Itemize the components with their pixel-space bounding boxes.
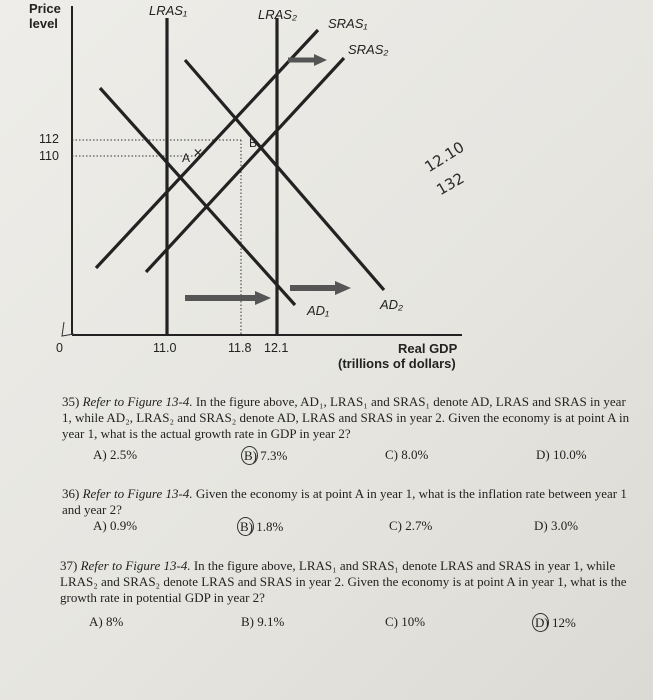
origin-label: 0 (56, 341, 63, 355)
y-tick-112: 112 (39, 132, 59, 146)
q36-choice-a[interactable]: A) 0.9% (93, 518, 138, 533)
question-37-text: In the figure above, LRAS₁ and SRAS₁ denote LRAS and SRAS in year 1, while LRAS₂ and SRAS₂ denote LRAS and SRAS in year 2. Given the economy is at point A in year 1, what is the growth rate in potential GDP in year 2? (60, 558, 627, 605)
q35-choice-c[interactable]: C) 8.0% (385, 447, 429, 462)
ad2-label: AD₂ (380, 297, 404, 312)
q36-choice-b[interactable]: B) 1.8% (240, 519, 284, 534)
question-35-number: 35) (62, 394, 80, 409)
handwritten-calc-1: 12.10 (421, 137, 468, 177)
handwritten-calc-2: 132 (433, 169, 468, 199)
question-35-choices (93, 447, 633, 463)
question-35-stem (62, 394, 632, 442)
sras1-label: SRAS₁ (328, 16, 368, 31)
question-36-number: 36) (62, 486, 80, 501)
q37-choice-d[interactable]: D) 12% (535, 615, 576, 630)
ad2-line (185, 60, 384, 290)
question-37-stem (60, 558, 635, 606)
y-axis-label-line1: Price (29, 1, 61, 16)
y-axis-label (29, 1, 61, 31)
ad1-line (100, 88, 295, 305)
q35-choice-d[interactable]: D) 10.0% (536, 447, 587, 462)
lras1-label: LRAS₁ (149, 3, 188, 18)
question-37-choices (89, 614, 634, 630)
question-37-number: 37) (60, 558, 78, 573)
x-axis-label-line1: Real GDP (398, 341, 458, 356)
ad1-label: AD₁ (307, 303, 330, 318)
question-36 (62, 486, 637, 518)
question-36-stem (62, 486, 637, 518)
q37-choice-b[interactable]: B) 9.1% (241, 614, 285, 629)
x-axis-label-line2: (trillions of dollars) (338, 356, 456, 371)
point-b-label: B (249, 136, 258, 150)
x-tick-12-1: 12.1 (264, 341, 289, 355)
q35-choice-a[interactable]: A) 2.5% (93, 447, 138, 462)
question-35-ref: Refer to Figure 13-4. (82, 394, 193, 409)
question-36-choices (93, 518, 633, 534)
ad-shift-arrow-left (185, 291, 271, 305)
question-35-text: In the figure above, AD₁, LRAS₁ and SRAS₁ denote AD, LRAS and SRAS in year 1, while AD₂, LRAS₂ and SRAS₂ denote AD, LRAS and SRAS in year 2. Given the economy is at point A in year 1, what is the actual growth rate in GDP in year 2? (62, 394, 630, 441)
q35-choice-b[interactable]: B) 7.3% (244, 448, 288, 463)
q37-choice-c[interactable]: C) 10% (385, 614, 426, 629)
x-tick-11-8: 11.8 (228, 341, 252, 355)
y-tick-110: 110 (39, 149, 59, 163)
lras2-label: LRAS₂ (258, 7, 297, 22)
q36-choice-c[interactable]: C) 2.7% (389, 518, 433, 533)
x-tick-11-0: 11.0 (153, 341, 177, 355)
sras2-label: SRAS₂ (348, 42, 389, 57)
question-37 (60, 558, 635, 606)
y-axis-label-line2: level (29, 16, 58, 31)
point-a-handwritten-x: ✕ (193, 146, 204, 160)
ad-shift-arrow-right (290, 281, 351, 295)
question-37-ref: Refer to Figure 13-4. (80, 558, 191, 573)
sras2-line (146, 58, 344, 272)
question-36-ref: Refer to Figure 13-4. (82, 486, 193, 501)
q37-choice-a[interactable]: A) 8% (89, 614, 124, 629)
point-a-label: A (182, 151, 191, 165)
sras1-line (96, 30, 318, 268)
q36-choice-d[interactable]: D) 3.0% (534, 518, 579, 533)
question-35 (62, 394, 632, 442)
question-36-text: Given the economy is at point A in year 1, what is the inflation rate between year 1 and year 2? (62, 486, 627, 517)
